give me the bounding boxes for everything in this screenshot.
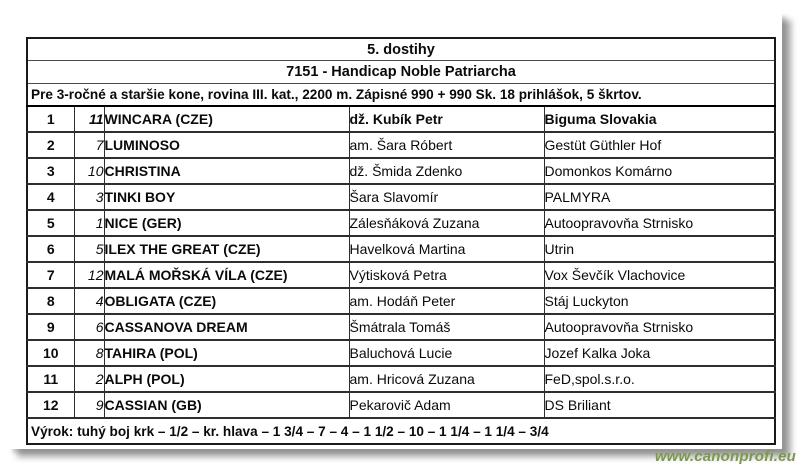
start-number-cell: 4 xyxy=(74,288,104,314)
table-row xyxy=(27,262,775,288)
horse-name-cell: TAHIRA (POL) xyxy=(104,340,349,366)
place-cell: 8 xyxy=(27,288,74,314)
horse-name-cell: OBLIGATA (CZE) xyxy=(104,288,349,314)
start-number-cell: 3 xyxy=(74,184,104,210)
owner-cell: DS Briliant xyxy=(544,392,775,418)
place-cell: 3 xyxy=(27,158,74,184)
jockey-cell: Výtisková Petra xyxy=(349,262,544,288)
race-results-table xyxy=(26,37,776,445)
start-number-cell: 10 xyxy=(74,158,104,184)
table-row xyxy=(27,314,775,340)
horse-name-cell: ALPH (POL) xyxy=(104,366,349,392)
owner-cell: Gestüt Güthler Hof xyxy=(544,132,775,158)
place-cell: 12 xyxy=(27,392,74,418)
horse-name-cell: CHRISTINA xyxy=(104,158,349,184)
table-row xyxy=(27,106,775,132)
race-number-row xyxy=(27,38,775,61)
owner-cell: Stáj Luckyton xyxy=(544,288,775,314)
jockey-cell: Pekarovič Adam xyxy=(349,392,544,418)
jockey-cell: dž. Šmida Zdenko xyxy=(349,158,544,184)
jockey-cell: Havelková Martina xyxy=(349,236,544,262)
horse-name-cell: CASSANOVA DREAM xyxy=(104,314,349,340)
place-cell: 4 xyxy=(27,184,74,210)
place-cell: 6 xyxy=(27,236,74,262)
place-cell: 5 xyxy=(27,210,74,236)
horse-name-cell: WINCARA (CZE) xyxy=(104,106,349,132)
jockey-cell: am. Hricová Zuzana xyxy=(349,366,544,392)
start-number-cell: 11 xyxy=(74,106,104,132)
horse-name-cell: TINKI BOY xyxy=(104,184,349,210)
results-body xyxy=(27,106,775,418)
start-number-cell: 6 xyxy=(74,314,104,340)
owner-cell: FeD,spol.s.r.o. xyxy=(544,366,775,392)
race-conditions: Pre 3-ročné a staršie kone, rovina III. kat., 2200 m. Zápisné 990 + 990 Sk. 18 prihlášok, 5 škrtov. xyxy=(27,84,775,107)
table-row xyxy=(27,210,775,236)
table-row xyxy=(27,366,775,392)
table-row xyxy=(27,132,775,158)
start-number-cell: 7 xyxy=(74,132,104,158)
start-number-cell: 8 xyxy=(74,340,104,366)
horse-name-cell: NICE (GER) xyxy=(104,210,349,236)
owner-cell: Jozef Kalka Joka xyxy=(544,340,775,366)
place-cell: 2 xyxy=(27,132,74,158)
table-row xyxy=(27,184,775,210)
table-row xyxy=(27,392,775,418)
place-cell: 11 xyxy=(27,366,74,392)
horse-name-cell: ILEX THE GREAT (CZE) xyxy=(104,236,349,262)
race-conditions-row xyxy=(27,84,775,107)
watermark-text: www.canonprofi.eu xyxy=(654,448,796,465)
race-number-title: 5. dostihy xyxy=(27,38,775,61)
jockey-cell: Šmátrala Tomáš xyxy=(349,314,544,340)
verdict-text: Výrok: tuhý boj krk – 1/2 – kr. hlava – 1 3/4 – 7 – 4 – 1 1/2 – 10 – 1 1/4 – 1 1/4 – 3/4 xyxy=(27,418,775,444)
owner-cell: Utrin xyxy=(544,236,775,262)
owner-cell: PALMYRA xyxy=(544,184,775,210)
start-number-cell: 12 xyxy=(74,262,104,288)
jockey-cell: Zálesňáková Zuzana xyxy=(349,210,544,236)
horse-name-cell: MALÁ MOŘSKÁ VÍLA (CZE) xyxy=(104,262,349,288)
jockey-cell: Baluchová Lucie xyxy=(349,340,544,366)
race-title: 7151 - Handicap Noble Patriarcha xyxy=(27,61,775,84)
table-row xyxy=(27,158,775,184)
jockey-cell: dž. Kubík Petr xyxy=(349,106,544,132)
verdict-row xyxy=(27,418,775,444)
table-row xyxy=(27,236,775,262)
jockey-cell: am. Hodáň Peter xyxy=(349,288,544,314)
jockey-cell: Šara Slavomír xyxy=(349,184,544,210)
owner-cell: Biguma Slovakia xyxy=(544,106,775,132)
owner-cell: Autoopravovňa Strnisko xyxy=(544,314,775,340)
place-cell: 7 xyxy=(27,262,74,288)
owner-cell: Vox Ševčík Vlachovice xyxy=(544,262,775,288)
place-cell: 9 xyxy=(27,314,74,340)
table-row xyxy=(27,288,775,314)
start-number-cell: 2 xyxy=(74,366,104,392)
horse-name-cell: CASSIAN (GB) xyxy=(104,392,349,418)
horse-name-cell: LUMINOSO xyxy=(104,132,349,158)
table-row xyxy=(27,340,775,366)
start-number-cell: 1 xyxy=(74,210,104,236)
owner-cell: Autoopravovňa Strnisko xyxy=(544,210,775,236)
start-number-cell: 5 xyxy=(74,236,104,262)
race-title-row xyxy=(27,61,775,84)
owner-cell: Domonkos Komárno xyxy=(544,158,775,184)
jockey-cell: am. Šara Róbert xyxy=(349,132,544,158)
place-cell: 10 xyxy=(27,340,74,366)
start-number-cell: 9 xyxy=(74,392,104,418)
place-cell: 1 xyxy=(27,106,74,132)
